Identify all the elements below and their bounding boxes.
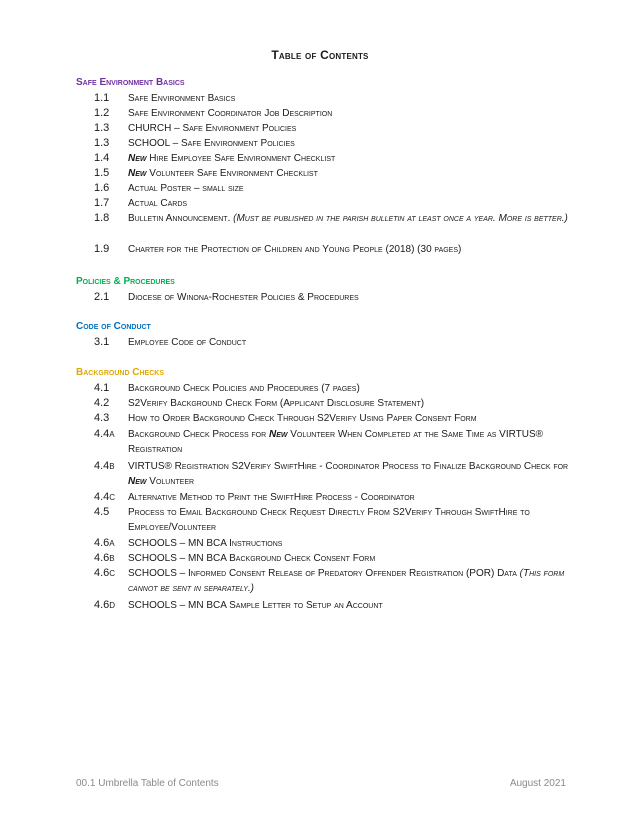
toc-entry-title (128, 396, 574, 411)
toc-entry-title (128, 106, 574, 121)
toc-entry[interactable] (94, 106, 574, 121)
toc-entry[interactable] (94, 551, 574, 566)
toc-entry[interactable] (94, 196, 574, 211)
footer-date: August 2021 (509, 778, 566, 789)
toc-entry-number: 4.6d (94, 599, 116, 611)
toc-entry-title (128, 290, 574, 305)
toc-entry-number: 4.4b (94, 460, 115, 472)
toc-entry-number: 4.4c (94, 491, 116, 503)
toc-entry-title (128, 136, 574, 151)
toc-entry-text: Safe Environment Basics (128, 93, 236, 104)
toc-entry-text: Background Check Process for (128, 429, 269, 440)
toc-entry-number: 4.6b (94, 552, 115, 564)
toc-entry[interactable] (94, 335, 574, 350)
toc-entry-title (128, 151, 574, 166)
toc-entry-text: Alternative Method to Print the SwiftHire Process - Coordinator (128, 492, 415, 503)
toc-entry-text: Volunteer (146, 476, 195, 487)
toc-entry-text: CHURCH – Safe Environment Policies (128, 123, 297, 134)
toc-entry-title (128, 181, 574, 196)
toc-entry-title (128, 242, 574, 257)
toc-entry[interactable] (94, 166, 574, 181)
toc-entry[interactable] (94, 536, 574, 551)
toc-entry-text: Diocese of Winona-Rochester Policies & Procedures (128, 292, 359, 303)
toc-entry[interactable] (94, 427, 574, 457)
toc-entry[interactable] (94, 505, 574, 535)
toc-entry-title (128, 566, 574, 596)
toc-entry-number: 4.6c (94, 567, 116, 579)
emphasis-new: New (268, 429, 288, 440)
toc-entry-text: SCHOOLS – MN BCA Background Check Consent Form (128, 553, 376, 564)
toc-entry-text: Hire Employee Safe Environment Checklist (146, 153, 336, 164)
toc-entry-number: 1.3 (94, 137, 110, 149)
toc-entry-text: Background Check Policies and Procedures (7 pages) (128, 383, 360, 394)
emphasis-new: New (128, 153, 147, 164)
toc-entry-title (128, 381, 574, 396)
toc-entry-title (128, 551, 574, 566)
toc-entry-title (128, 427, 574, 457)
toc-entry-number: 2.1 (94, 291, 110, 303)
toc-entry[interactable] (94, 91, 574, 106)
toc-entry-title (128, 536, 574, 551)
toc-entry[interactable] (94, 381, 574, 396)
toc-entry-text: Safe Environment Coordinator Job Description (128, 108, 333, 119)
toc-entry-text: Volunteer When Completed at the Same Time as VIRTUS® Registration (128, 429, 544, 455)
toc-entry[interactable] (94, 459, 574, 489)
toc-entry[interactable] (94, 121, 574, 136)
footer-document-name: 00.1 Umbrella Table of Contents (76, 778, 219, 789)
toc-entry-text: How to Order Background Check Through S2Verify Using Paper Consent Form (128, 413, 477, 424)
toc-entry-title (128, 335, 574, 350)
toc-entry-number: 4.3 (94, 412, 110, 424)
toc-entry-title (128, 211, 574, 226)
toc-entry-text: SCHOOL – Safe Environment Policies (128, 138, 295, 149)
toc-entry-text: S2Verify Background Check Form (Applicant Disclosure Statement) (128, 398, 425, 409)
toc-entry-number: 4.5 (94, 506, 110, 518)
toc-entry[interactable] (94, 566, 574, 596)
toc-entry-number: 1.6 (94, 182, 110, 194)
toc-entry-text: (This form cannot be sent in separately.) (128, 568, 565, 594)
toc-entry[interactable] (94, 181, 574, 196)
section-heading-safe-environment: Safe Environment Basics (76, 77, 185, 88)
page-title: Table of Contents (271, 48, 369, 62)
toc-entry-title (128, 505, 574, 535)
toc-entry[interactable] (94, 396, 574, 411)
toc-entry-number: 1.5 (94, 167, 110, 179)
toc-entry-text: Volunteer Safe Environment Checklist (146, 168, 318, 179)
toc-entry-number: 1.7 (94, 197, 110, 209)
emphasis-new: New (128, 476, 147, 487)
toc-entry[interactable] (94, 151, 574, 166)
toc-entry-text: Actual Cards (128, 198, 188, 209)
toc-entry-number: 1.4 (94, 152, 110, 164)
toc-entry-number: 1.1 (94, 92, 110, 104)
section-heading-background-checks: Background Checks (76, 367, 165, 378)
toc-entry-number: 1.9 (94, 243, 110, 255)
toc-entry-number: 4.2 (94, 397, 110, 409)
toc-entry-text: SCHOOLS – MN BCA Sample Letter to Setup an Account (128, 600, 383, 611)
toc-entry[interactable] (94, 411, 574, 426)
toc-entry-title (128, 459, 574, 489)
section-heading-policies: Policies & Procedures (76, 276, 175, 287)
toc-entry-title (128, 166, 574, 181)
section-heading-code-of-conduct: Code of Conduct (76, 321, 151, 332)
toc-entry-title (128, 411, 574, 426)
emphasis-new: New (128, 168, 147, 179)
toc-entry-number: 3.1 (94, 336, 110, 348)
toc-entry-text: SCHOOLS – Informed Consent Release of Predatory Offender Registration (POR) Data (128, 568, 520, 579)
toc-entry[interactable] (94, 136, 574, 151)
toc-entry[interactable] (94, 290, 574, 305)
toc-entry-number: 1.2 (94, 107, 110, 119)
toc-entry-text: Actual Poster – small size (128, 183, 244, 194)
toc-entry-text: Charter for the Protection of Children and Young People (2018) (30 pages) (128, 244, 462, 255)
toc-entry-title (128, 196, 574, 211)
toc-entry-title (128, 598, 574, 613)
toc-entry-number: 4.4a (94, 428, 115, 440)
toc-entry[interactable] (94, 490, 574, 505)
toc-entry[interactable] (94, 598, 574, 613)
toc-entry-number: 1.8 (94, 212, 110, 224)
toc-entry-text: Process to Email Background Check Request Directly From S2Verify Through SwiftHire to Employee/Volunteer (128, 507, 530, 533)
toc-entry-text: Bulletin Announcement. (128, 213, 234, 224)
toc-entry[interactable] (94, 211, 574, 226)
toc-entry-text: SCHOOLS – MN BCA Instructions (128, 538, 283, 549)
toc-entry[interactable] (94, 242, 574, 257)
toc-entry-title (128, 121, 574, 136)
toc-entry-text: Employee Code of Conduct (128, 337, 247, 348)
toc-entry-title (128, 490, 574, 505)
toc-entry-text: (Must be published in the parish bulletin at least once a year. More is better.) (233, 213, 568, 224)
toc-entry-number: 4.1 (94, 382, 110, 394)
toc-entry-title (128, 91, 574, 106)
toc-entry-number: 1.3 (94, 122, 110, 134)
toc-entry-text: VIRTUS® Registration S2Verify SwiftHire - Coordinator Process to Finalize Background Check for (128, 461, 569, 472)
toc-entry-number: 4.6a (94, 537, 115, 549)
